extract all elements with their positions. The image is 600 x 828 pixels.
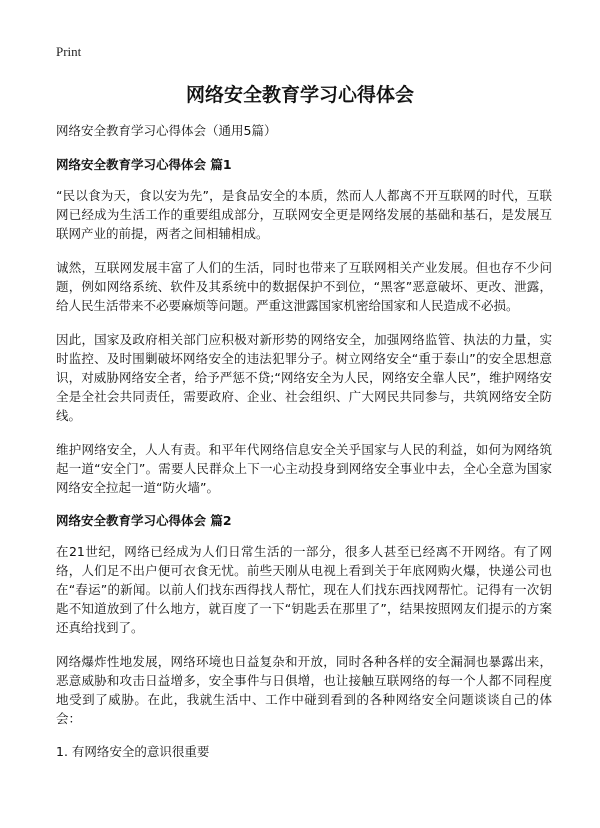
- print-label[interactable]: Print: [56, 44, 82, 59]
- paragraph: 网络爆炸性地发展，网络环境也日益复杂和开放，同时各种各样的安全漏洞也暴露出来，恶意威胁和攻击日益增多，安全事件与日俱增，也让接触互联网络的每一个人都不同程度地受到了威胁。在此，我就生活中、工作中碰到看到的各种网络安全问题谈谈自己的体会：: [56, 654, 552, 726]
- document-subtitle: 网络安全教育学习心得体会（通用5篇）: [56, 123, 277, 138]
- section-heading-1: 网络安全教育学习心得体会 篇1: [56, 157, 232, 172]
- section-heading-2: 网络安全教育学习心得体会 篇2: [56, 513, 232, 528]
- paragraph: 因此，国家及政府相关部门应积极对新形势的网络安全，加强网络监管、执法的力量，实时监控、及时围剿破坏网络安全的违法犯罪分子。树立网络安全“重于泰山”的安全思想意识，对威胁网络安全者，给予严惩不贷;“网络安全为人民，网络安全靠人民”，维护网络安全是全社会共同责任，需要政府、企业、社会组织、广大网民共同参与，共筑网络安全防线。: [56, 332, 552, 423]
- paragraph: 维护网络安全，人人有责。和平年代网络信息安全关乎国家与人民的利益，如何为网络筑起一道“安全门”。需要人民群众上下一心主动投身到网络安全事业中去，全心全意为国家网络安全拉起一道“防火墙”。: [56, 442, 552, 495]
- page-title: 网络安全教育学习心得体会: [185, 84, 414, 106]
- list-item: 1. 有网络安全的意识很重要: [56, 744, 210, 759]
- paragraph: 在21世纪，网络已经成为人们日常生活的一部分，很多人甚至已经离不开网络。有了网络，人们足不出户便可衣食无忧。前些天刚从电视上看到关于年底网购火爆，快递公司也在“春运”的新闻。以前人们找东西得找人帮忙，现在人们找东西找网帮忙。记得有一次钥匙不知道放到了什么地方，就百度了一下“钥匙丢在那里了”，结果按照网友们提示的方案还真给找到了。: [56, 544, 552, 635]
- paragraph: 诚然，互联网发展丰富了人们的生活，同时也带来了互联网相关产业发展。但也存不少问题，例如网络系统、软件及其系统中的数据保护不到位，“黑客”恶意破坏、更改、泄露，给人民生活带来不必要麻烦等问题。严重这泄露国家机密给国家和人民造成不必损。: [56, 260, 552, 313]
- paragraph: “民以食为天，食以安为先”，是食品安全的本质，然而人人都离不开互联网的时代，互联网已经成为生活工作的重要组成部分，互联网安全更是网络发展的基础和基石，是发展互联网产业的前提，两者之间相辅相成。: [56, 188, 552, 241]
- document-body: [56, 122, 552, 761]
